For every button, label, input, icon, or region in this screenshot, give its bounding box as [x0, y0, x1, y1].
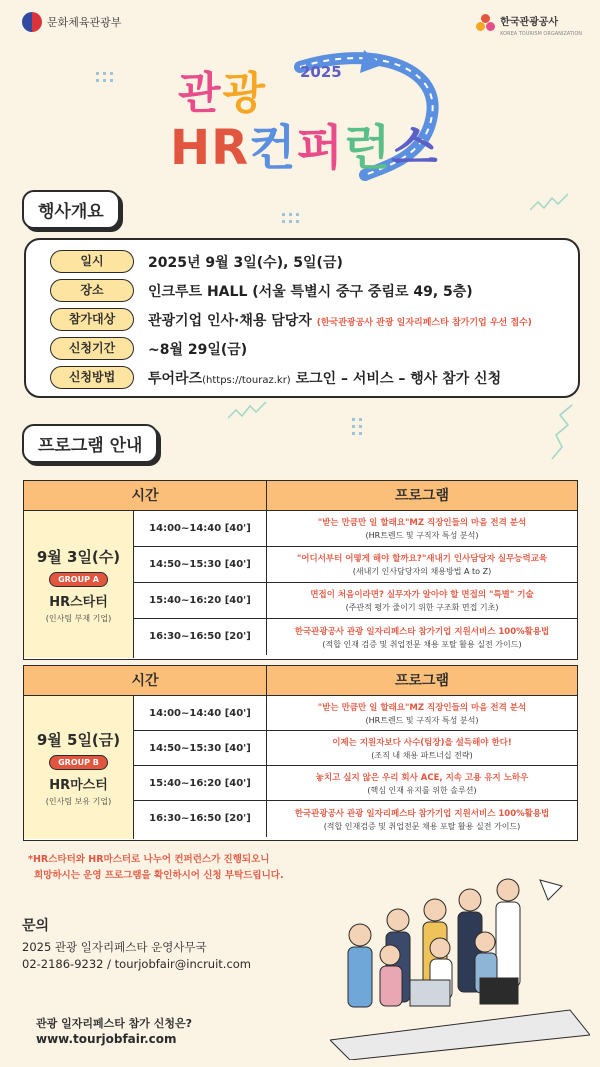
overview-row-method: [50, 366, 501, 389]
session-title: 놓치고 싶지 않은 우리 회사 ACE, 지속 고용 유지 노하우: [315, 772, 529, 783]
deco-zigzag-1: [228, 398, 268, 422]
col-time: 시간: [24, 481, 267, 510]
overview-value: [148, 368, 501, 388]
overview-heading: 행사개요: [22, 190, 120, 229]
session-title: "어디서부터 어떻게 해야 할까요?"새내기 인사담당자 실무능력교육: [296, 554, 548, 564]
gov-logo: [22, 12, 121, 32]
session-desc: (HR트렌드 및 구직자 특성 분석): [365, 531, 479, 540]
day-date: 9월 3일(수): [36, 547, 121, 566]
program-table-day2: [23, 665, 578, 841]
session-desc: (HR트렌드 및 구직자 특성 분석): [365, 715, 479, 725]
day-sub: (인사팀 부재 기업): [45, 613, 112, 623]
kto-logo-sub: KOREA TOURISM ORGANIZATION: [500, 31, 582, 37]
program-table-day1: [23, 480, 578, 660]
session-title: 한국관광공사 관광 일자리페스타 참가기업 지원서비스 100%활용법: [294, 626, 550, 637]
overview-box: [24, 238, 580, 398]
session-program: [267, 619, 577, 655]
overview-label: 일시: [50, 250, 134, 273]
session-title: 면접이 처음이라면? 실무자가 알아야 할 면접의 "특별" 기술: [310, 590, 534, 600]
overview-label: 장소: [50, 279, 134, 302]
apply-question: 관광 일자리페스타 참가 신청은?: [36, 1017, 193, 1030]
session-time: 15:40~16:20 [40']: [134, 766, 267, 800]
session-desc: (적합 인재검증 및 취업전문 채용 포탈 활용 실전 가이드): [323, 821, 521, 831]
session-title: "받는 만큼만 일 할래요"MZ 직장인들의 마음 전격 분석: [317, 702, 527, 713]
overview-label: 신청방법: [50, 366, 134, 389]
title-word-gwan: 관: [178, 68, 223, 119]
overview-row-date: [50, 250, 343, 273]
overview-value: 인크루트 HALL (서울 특별시 중구 중림로 49, 5층): [148, 283, 473, 300]
contact-title: 문의: [22, 918, 50, 934]
table-row: [134, 731, 577, 766]
col-time: 시간: [24, 666, 267, 695]
col-program: 프로그램: [394, 673, 450, 689]
title-con: 컨: [249, 120, 297, 176]
day-date: 9월 5일(금): [36, 730, 121, 749]
gov-logo-text: 문화체육관광부: [47, 16, 122, 29]
table-row: [134, 511, 577, 547]
kto-logo-text: 한국관광공사: [500, 17, 559, 28]
session-time: 14:50~15:30 [40']: [134, 547, 267, 582]
day-role: HR스타터: [49, 594, 108, 610]
table-row: [134, 547, 577, 583]
title-line2: [170, 109, 439, 178]
session-desc: (핵심 인재 유지를 위한 솔루션): [367, 785, 477, 795]
session-desc: (새내기 인사담당자의 채용방법 A to Z): [352, 567, 492, 576]
overview-label: 참가대상: [50, 308, 134, 331]
table-header: [24, 481, 577, 511]
title-word-gwang: 광: [222, 68, 268, 119]
overview-row-venue: [50, 279, 473, 302]
day-cell: [24, 511, 134, 658]
day-sub: (인사팀 보유 기업): [45, 796, 112, 806]
title-reon: 런: [343, 120, 392, 176]
session-program: [267, 801, 577, 837]
footnote-line2: 희망하시는 운영 프로그램을 확인하시어 신청 부탁드립니다.: [34, 870, 284, 881]
group-badge: GROUP B: [49, 755, 108, 770]
deco-zigzag-3: [548, 403, 582, 463]
table-row: [134, 696, 577, 731]
overview-row-period: [50, 337, 247, 360]
program-heading: 프로그램 안내: [22, 424, 158, 463]
apply-url-link[interactable]: www.tourjobfair.com: [36, 1032, 177, 1046]
overview-value: 2025년 9월 3일(수), 5일(금): [148, 254, 343, 271]
overview-label: 신청기간: [50, 337, 134, 360]
table-row: [134, 766, 577, 801]
people-illustration: [330, 860, 590, 1060]
method-url[interactable]: (https://touraz.kr): [202, 374, 291, 386]
overview-target-value: 관광기업 인사·채용 담당자: [148, 312, 312, 329]
session-desc: (적합 인재 검증 및 취업전문 채용 포탈 활용 실전 가이드): [322, 639, 522, 649]
session-list: [134, 511, 577, 658]
session-list: [134, 696, 577, 839]
overview-row-target: [50, 308, 532, 331]
session-program: [267, 731, 577, 765]
session-desc: (조직 내 채용 파트너십 전략): [371, 750, 473, 760]
session-time: 16:30~16:50 [20']: [134, 619, 267, 655]
session-time: 16:30~16:50 [20']: [134, 801, 267, 837]
table-row: [134, 619, 577, 655]
session-desc: (주관적 평가 줄이기 위한 구조화 면접 기초): [345, 603, 499, 612]
kto-mark-icon: [476, 14, 496, 34]
day-cell: [24, 696, 134, 839]
table-row: [134, 583, 577, 619]
method-site-name: 투어라즈: [148, 370, 203, 387]
session-program: [267, 696, 577, 730]
title-hr: HR: [170, 120, 250, 176]
session-time: 15:40~16:20 [40']: [134, 583, 267, 618]
overview-value: [148, 310, 532, 330]
session-time: 14:00~14:40 [40']: [134, 696, 267, 730]
table-body: [24, 696, 577, 839]
table-row: [134, 801, 577, 837]
contact-org: 2025 관광 일자리페스타 운영사무국: [22, 940, 207, 954]
table-header: [24, 666, 577, 696]
contact-box: [22, 915, 292, 995]
col-program: 프로그램: [394, 488, 450, 504]
deco-zigzag-2: [530, 190, 570, 214]
footnote-line1: *HR스타터와 HR마스터로 나누어 컨퍼런스가 진행되오니: [28, 854, 270, 865]
session-time: 14:00~14:40 [40']: [134, 511, 267, 546]
session-program: [267, 583, 577, 618]
overview-target-note: (한국관광공사 관광 일자리페스타 참가기업 우선 접수): [316, 317, 532, 328]
session-program: [267, 547, 577, 582]
title-year: 2025: [300, 63, 342, 81]
session-program: [267, 511, 577, 546]
title-seu: 스: [391, 120, 439, 176]
session-title: 이제는 지원자보다 사수(팀장)을 설득해야 한다!: [332, 737, 512, 748]
group-badge: GROUP A: [49, 572, 108, 587]
contact-phone-email[interactable]: 02-2186-9232 / tourjobfair@incruit.com: [22, 957, 252, 971]
title-peo: 퍼: [296, 120, 344, 176]
overview-value: ~8월 29일(금): [148, 341, 248, 358]
session-title: "받는 만큼만 일 할래요"MZ 직장인들의 마음 전격 분석: [317, 518, 527, 528]
session-time: 14:50~15:30 [40']: [134, 731, 267, 765]
table-body: [24, 511, 577, 658]
session-program: [267, 766, 577, 800]
session-title: 한국관광공사 관광 일자리페스타 참가기업 지원서비스 100%활용법: [294, 808, 550, 819]
footnote: [28, 852, 284, 884]
day-role: HR마스터: [49, 777, 108, 793]
method-steps: 로그인 – 서비스 – 행사 참가 신청: [290, 370, 502, 387]
taegeuk-icon: [22, 12, 42, 32]
title-graphic: [150, 45, 450, 195]
kto-logo: [476, 10, 582, 37]
